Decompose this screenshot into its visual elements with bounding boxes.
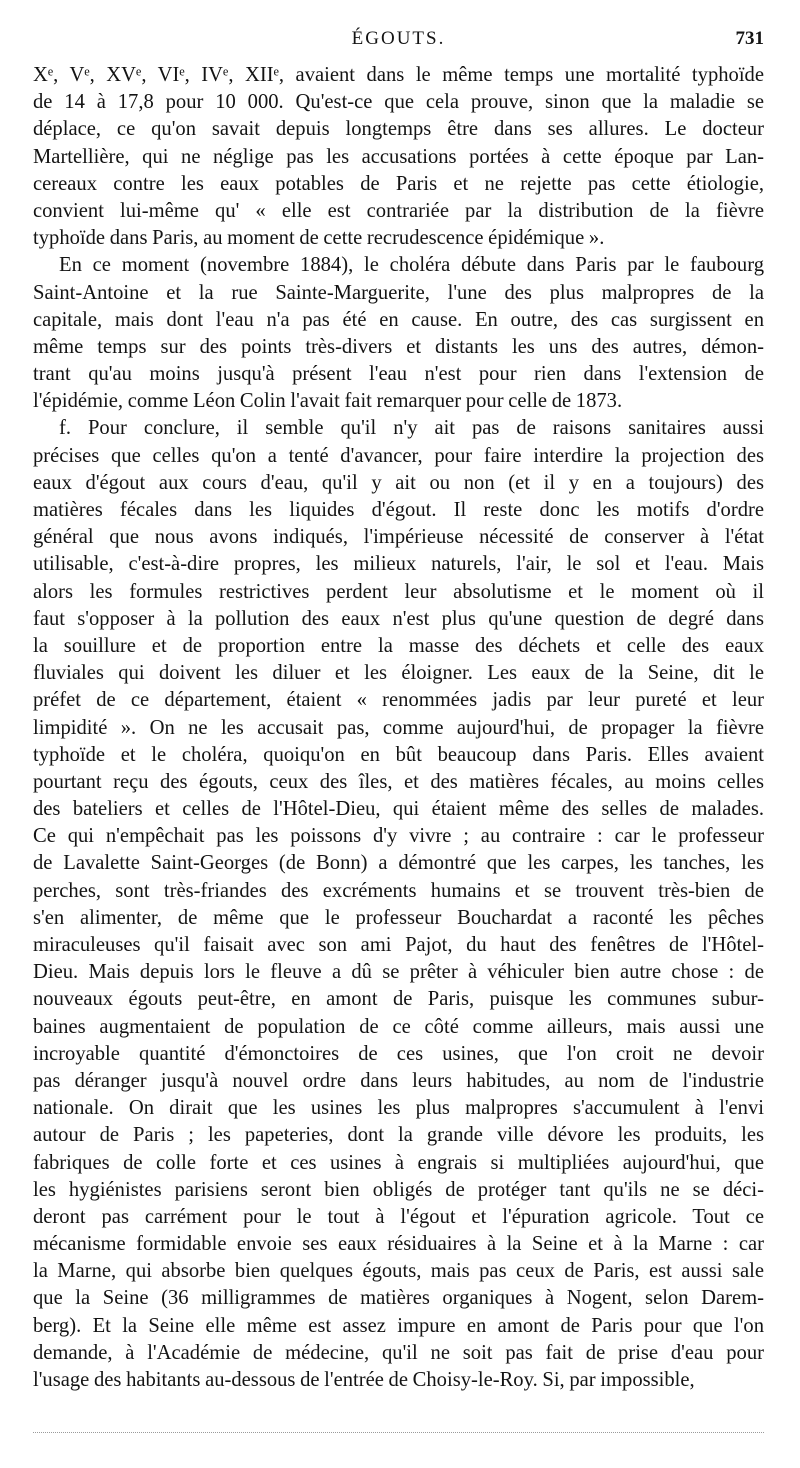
text-line: fluviales qui doivent les diluer et les éloigner. Les eaux de la Seine, dit le	[33, 662, 764, 685]
paragraph	[33, 415, 764, 1394]
text-line: demande, à l'Académie de médecine, qu'il ne soit pas fait de prise d'eau pour	[33, 1341, 764, 1364]
text-line: matières fécales dans les liquides d'égout. Il reste donc les motifs d'ordre	[33, 499, 764, 521]
page-number: 731	[735, 28, 764, 49]
text-line: des bateliers et celles de l'Hôtel-Dieu, qui étaient même des selles de malades.	[33, 798, 764, 821]
text-line: que la Seine (36 milligrammes de matières organiques à Nogent, selon Darem-	[33, 1287, 764, 1310]
text-line: trant qu'au moins jusqu'à présent l'eau n'est pour rien dans l'extension de	[33, 363, 764, 386]
body-text	[33, 62, 764, 1394]
text-line: Ce qui n'empêchait pas les poissons d'y vivre ; au contraire : car le professeur	[33, 825, 764, 848]
text-line: deront pas carrément pour le tout à l'égout et l'épuration agricole. Tout ce	[33, 1205, 764, 1228]
text-line: berg). Et la Seine elle même est assez impure en amont de Paris pour que l'on	[33, 1314, 764, 1337]
text-line: pourtant reçu des égouts, ceux des îles, et des matières fécales, au moins celles	[33, 770, 764, 793]
text-line: l'épidémie, comme Léon Colin l'avait fait remarquer pour celle de 1873.	[33, 390, 623, 413]
text-line: Saint-Antoine et la rue Sainte-Marguerite, l'une des plus malpropres de la	[33, 281, 764, 304]
text-line: incroyable quantité d'émonctoires de ces usines, que l'on croit ne devoir	[33, 1042, 764, 1065]
text-line: f. Pour conclure, il semble qu'il n'y ait pas de raisons sanitaires aussi	[59, 417, 764, 440]
text-line: limpidité ». On ne les accusait pas, comme aujourd'hui, de propager la fièvre	[33, 716, 764, 739]
text-line: perches, sont très-friandes des excréments humains et se trouvent très-bien de	[33, 879, 764, 902]
text-line: de Lavalette Saint-Georges (de Bonn) a démontré que les carpes, les tanches, les	[33, 852, 764, 875]
text-line: préfet de ce département, étaient « renommées jadis par leur pureté et leur	[33, 689, 764, 712]
text-line: En ce moment (novembre 1884), le choléra débute dans Paris par le faubourg	[59, 254, 764, 277]
text-line: convient lui-même qu' « elle est contrariée par la distribution de la fièvre	[33, 199, 764, 222]
paragraph	[33, 62, 764, 252]
text-line: capitale, mais dont l'eau n'a pas été en cause. En outre, des cas surgissent en	[33, 308, 764, 331]
text-line: autour de Paris ; les papeteries, dont la grande ville dévore les produits, les	[33, 1124, 764, 1147]
text-line: eaux d'égout aux cours d'eau, qu'il y ait ou non (et il y en a toujours) des	[33, 471, 764, 494]
text-line: baines augmentaient de population de ce côté comme ailleurs, mais aussi une	[33, 1015, 764, 1038]
text-line: cereaux contre les eaux potables de Paris et ne rejette pas cette étiologie,	[33, 172, 764, 195]
paragraph	[33, 252, 764, 415]
text-line: miraculeuses qu'il faisait avec son ami Pajot, du haut des fenêtres de l'Hôtel-	[33, 934, 764, 956]
running-head	[33, 22, 764, 62]
text-line: s'en alimenter, de même que le professeur Bouchardat a raconté les pêches	[33, 906, 764, 929]
bottom-rule	[33, 1432, 764, 1433]
text-line: les hygiénistes parisiens seront bien obligés de protéger tant qu'ils ne se déci-	[33, 1178, 764, 1201]
text-line: Xᵉ, Vᵉ, XVᵉ, VIᵉ, IVᵉ, XIIᵉ, avaient dans le même temps une mortalité typhoïde	[33, 64, 764, 86]
text-line: utilisable, c'est-à-dire propres, les milieux naturels, l'air, le sol et l'eau. Mais	[33, 553, 764, 576]
text-line: pas déranger jusqu'à nouvel ordre dans leurs habitudes, au nom de l'industrie	[33, 1069, 764, 1092]
text-line: nouveaux égouts peut-être, en amont de Paris, puisque les communes subur-	[33, 988, 764, 1011]
text-line: de 14 à 17,8 pour 10 000. Qu'est-ce que cela prouve, sinon que la maladie se	[33, 91, 764, 114]
text-line: faut s'opposer à la pollution des eaux n'est plus qu'une question de degré dans	[33, 607, 764, 630]
text-line: même temps sur des points très-divers et distants les uns des autres, démon-	[33, 335, 764, 358]
text-line: Dieu. Mais depuis lors le fleuve a dû se prêter à véhiculer bien autre chose : de	[33, 961, 764, 984]
text-line: déplace, ce qu'on savait depuis longtemps être dans ses allures. Le docteur	[33, 118, 764, 141]
text-line: nationale. On dirait que les usines les plus malpropres s'accumulent à l'envi	[33, 1097, 764, 1120]
text-line: fabriques de colle forte et ces usines à engrais si multipliées aujourd'hui, que	[33, 1151, 764, 1174]
text-line: alors les formules restrictives perdent leur absolutisme et le moment où il	[33, 580, 764, 603]
text-line: typhoïde dans Paris, au moment de cette recrudescence épidémique ».	[33, 227, 605, 250]
text-line: Martellière, qui ne néglige pas les accusations portées à cette époque par Lan-	[33, 145, 764, 168]
text-line: général que nous avons indiqués, l'impérieuse nécessité de conserver à l'état	[33, 526, 764, 549]
text-line: mécanisme formidable envoie ses eaux résiduaires à la Seine et à la Marne : car	[33, 1233, 764, 1256]
text-line: typhoïde et le choléra, quoiqu'on en bût beaucoup dans Paris. Elles avaient	[33, 743, 764, 766]
running-title: ÉGOUTS.	[351, 28, 446, 49]
text-line: la Marne, qui absorbe bien quelques égouts, mais pas ceux de Paris, est aussi sale	[33, 1260, 764, 1283]
text-line: l'usage des habitants au-dessous de l'entrée de Choisy-le-Roy. Si, par impossible,	[33, 1369, 695, 1391]
text-line: précises que celles qu'on a tenté d'avancer, pour faire interdire la projection des	[33, 444, 764, 467]
text-line: la souillure et de proportion entre la masse des déchets et celle des eaux	[33, 634, 764, 657]
